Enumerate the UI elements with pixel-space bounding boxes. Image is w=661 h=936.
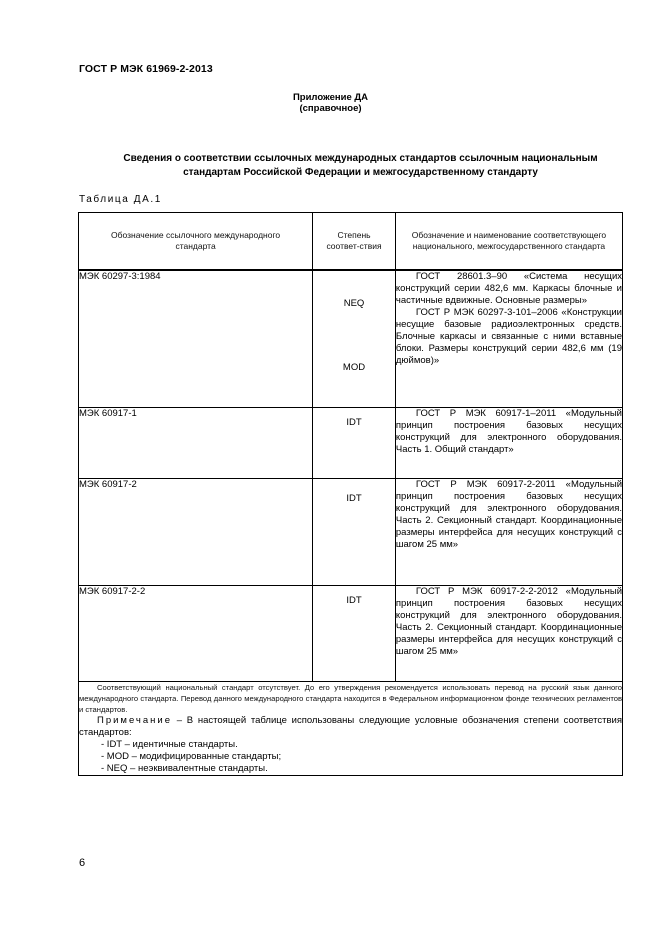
intl-standard-cell: МЭК 60917-1: [79, 407, 313, 478]
footnote-cell: [79, 681, 623, 715]
degree-value: IDT: [346, 594, 362, 606]
note-item: - NEQ – неэквивалентные стандарты.: [101, 762, 268, 774]
section-title-line-1: Сведения о соответствии ссылочных международных стандартов ссылочным национальным: [123, 153, 598, 164]
degree-value: NEQ: [343, 298, 365, 309]
degree-value: IDT: [346, 492, 362, 504]
footnote-text: Соответствующий национальный стандарт отсутствует. До его утверждения рекомендуется использовать перевод на русский язык данного международного стандарта. Перевод данного международного стандарта находится в Федеральном информационном фонде технических регламентов и стандартов.: [79, 682, 622, 714]
national-standard-cell: [395, 585, 622, 681]
table-row: [79, 478, 623, 585]
appendix-title: Приложение ДА: [292, 92, 369, 103]
header-national-standard: Обозначение и наименование соответствующего национального, межгосударственного стандарта: [395, 213, 622, 271]
note-item: - IDT – идентичные стандарты.: [101, 738, 238, 750]
degree-cell: [313, 407, 396, 478]
section-title-line-2: стандартам Российской Федерации и межгосударственному стандарту: [183, 167, 538, 178]
table-row: [79, 407, 623, 478]
degree-cell: [313, 270, 396, 407]
degree-cell: [313, 478, 396, 585]
national-standard-text: ГОСТ 28601.3–90 «Система несущих конструкций серии 482,6 мм. Каркасы блочные и частичные вдвижные. Основные размеры»: [395, 271, 622, 306]
table-row: [79, 585, 623, 681]
degree-value: MOD: [342, 362, 366, 373]
intl-standard-cell: МЭК 60297-3:1984: [79, 270, 313, 407]
intl-standard-cell: МЭК 60917-2-2: [79, 585, 313, 681]
note-cell: [79, 715, 623, 776]
intl-standard-cell: МЭК 60917-2: [79, 478, 313, 585]
section-title: [60, 152, 661, 180]
note-header: [79, 715, 622, 739]
table-label: Таблица ДА.1: [79, 194, 162, 205]
degree-cell: [313, 585, 396, 681]
national-standard-text: ГОСТ Р МЭК 60917-2-2011 «Модульный принцип построения базовых несущих конструкций для электронного оборудования. Часть 2. Секционный стандарт. Координационные размеры интерфейса для несущих конструкций с шагом 25 мм»: [395, 478, 622, 550]
table-row: [79, 270, 623, 407]
appendix-subtitle: (справочное): [299, 103, 362, 114]
correspondence-table: [78, 212, 623, 776]
national-standard-cell: [395, 407, 622, 478]
national-standard-text: ГОСТ Р МЭК 60917-2-2-2012 «Модульный принцип построения базовых несущих конструкций для электронного оборудования. Часть 2. Секционный стандарт. Координационные размеры интерфейса для несущих конструкций с шагом 25 мм»: [395, 585, 622, 657]
national-standard-text: ГОСТ Р МЭК 60917-1–2011 «Модульный принцип построения базовых несущих конструкций для электронного оборудования. Часть 1. Общий стандарт»: [395, 407, 622, 455]
footnote-row: [79, 681, 623, 715]
degree-value: IDT: [346, 416, 362, 428]
national-standard-text: ГОСТ Р МЭК 60297-3-101–2006 «Конструкции несущие базовые радиоэлектронных средств. Блочные каркасы и связанные с ними вставные блоки. Размеры конструкций серии 482,6 мм (19 дюймов)»: [395, 307, 622, 366]
table-header-row: [79, 213, 623, 271]
note-row: [79, 715, 623, 776]
national-standard-cell: [395, 478, 622, 585]
appendix-heading: [0, 92, 661, 114]
note-text: – В настоящей таблице использованы следующие условные обозначения степени соответствия стандартов:: [79, 714, 622, 738]
header-intl-standard: Обозначение ссылочного международного стандарта: [79, 213, 313, 271]
page-number: 6: [79, 857, 86, 869]
note-label: Примечание: [97, 714, 172, 726]
national-standard-cell: [395, 270, 622, 407]
header-degree: Степень соответ-ствия: [313, 213, 396, 271]
document-code-header: ГОСТ Р МЭК 61969-2-2013: [79, 63, 213, 75]
note-item: - MOD – модифицированные стандарты;: [101, 750, 282, 762]
